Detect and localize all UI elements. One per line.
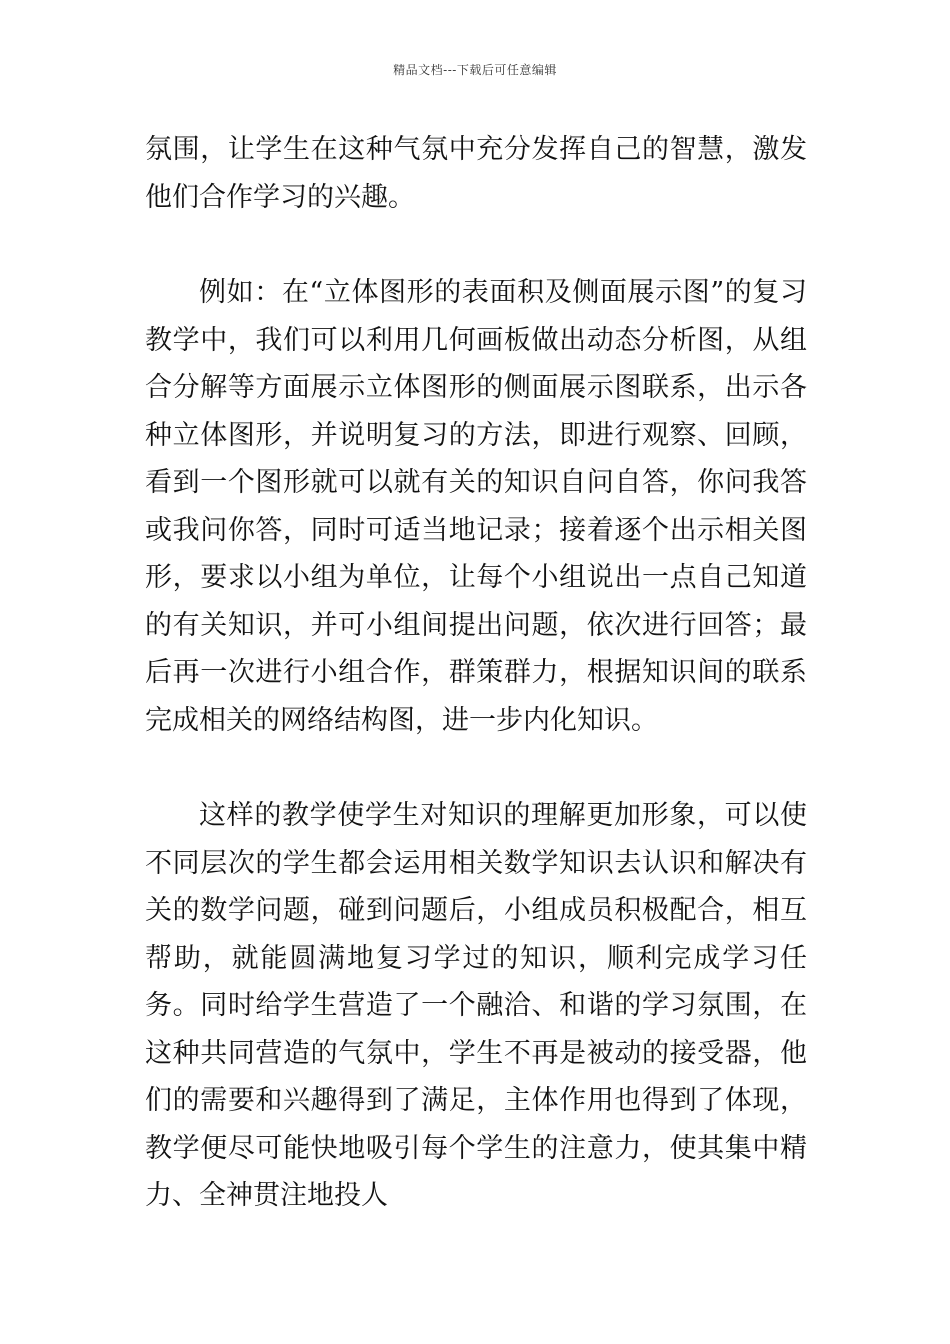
paragraph-conclusion: 这样的教学使学生对知识的理解更加形象，可以使不同层次的学生都会运用相关数学知识去认识和解决有关的数学问题，碰到问题后，小组成员积极配合，相互帮助，就能圆满地复习学过的知识，顺利完成学习任务。同时给学生营造了一个融洽、和谐的学习氛围，在这种共同营造的气氛中，学生不再是被动的接受器，他们的需要和兴趣得到了满足，主体作用也得到了体现，教学便尽可能快地吸引每个学生的注意力，使其集中精力、全神贯注地投人 xyxy=(145,800,807,1211)
document-body xyxy=(145,126,807,1220)
paragraph-gap xyxy=(145,744,807,792)
paragraph-continuation: 氛围，让学生在这种气氛中充分发挥自己的智慧，激发他们合作学习的兴趣。 xyxy=(145,134,807,213)
paragraph-gap xyxy=(145,221,807,269)
paragraph-example: 例如：在“立体图形的表面积及侧面展示图”的复习教学中，我们可以利用几何画板做出动态分析图，从组合分解等方面展示立体图形的侧面展示图联系，出示各种立体图形，并说明复习的方法，即进行观察、回顾，看到一个图形就可以就有关的知识自问自答，你问我答或我问你答，同时可适当地记录；接着逐个出示相关图形，要求以小组为单位，让每个小组说出一点自己知道的有关知识，并可小组间提出问题，依次进行回答；最后再一次进行小组合作，群策群力，根据知识间的联系完成相关的网络结构图，进一步内化知识。 xyxy=(145,277,807,736)
page-header: 精品文档---下载后可任意编辑 xyxy=(393,63,557,77)
